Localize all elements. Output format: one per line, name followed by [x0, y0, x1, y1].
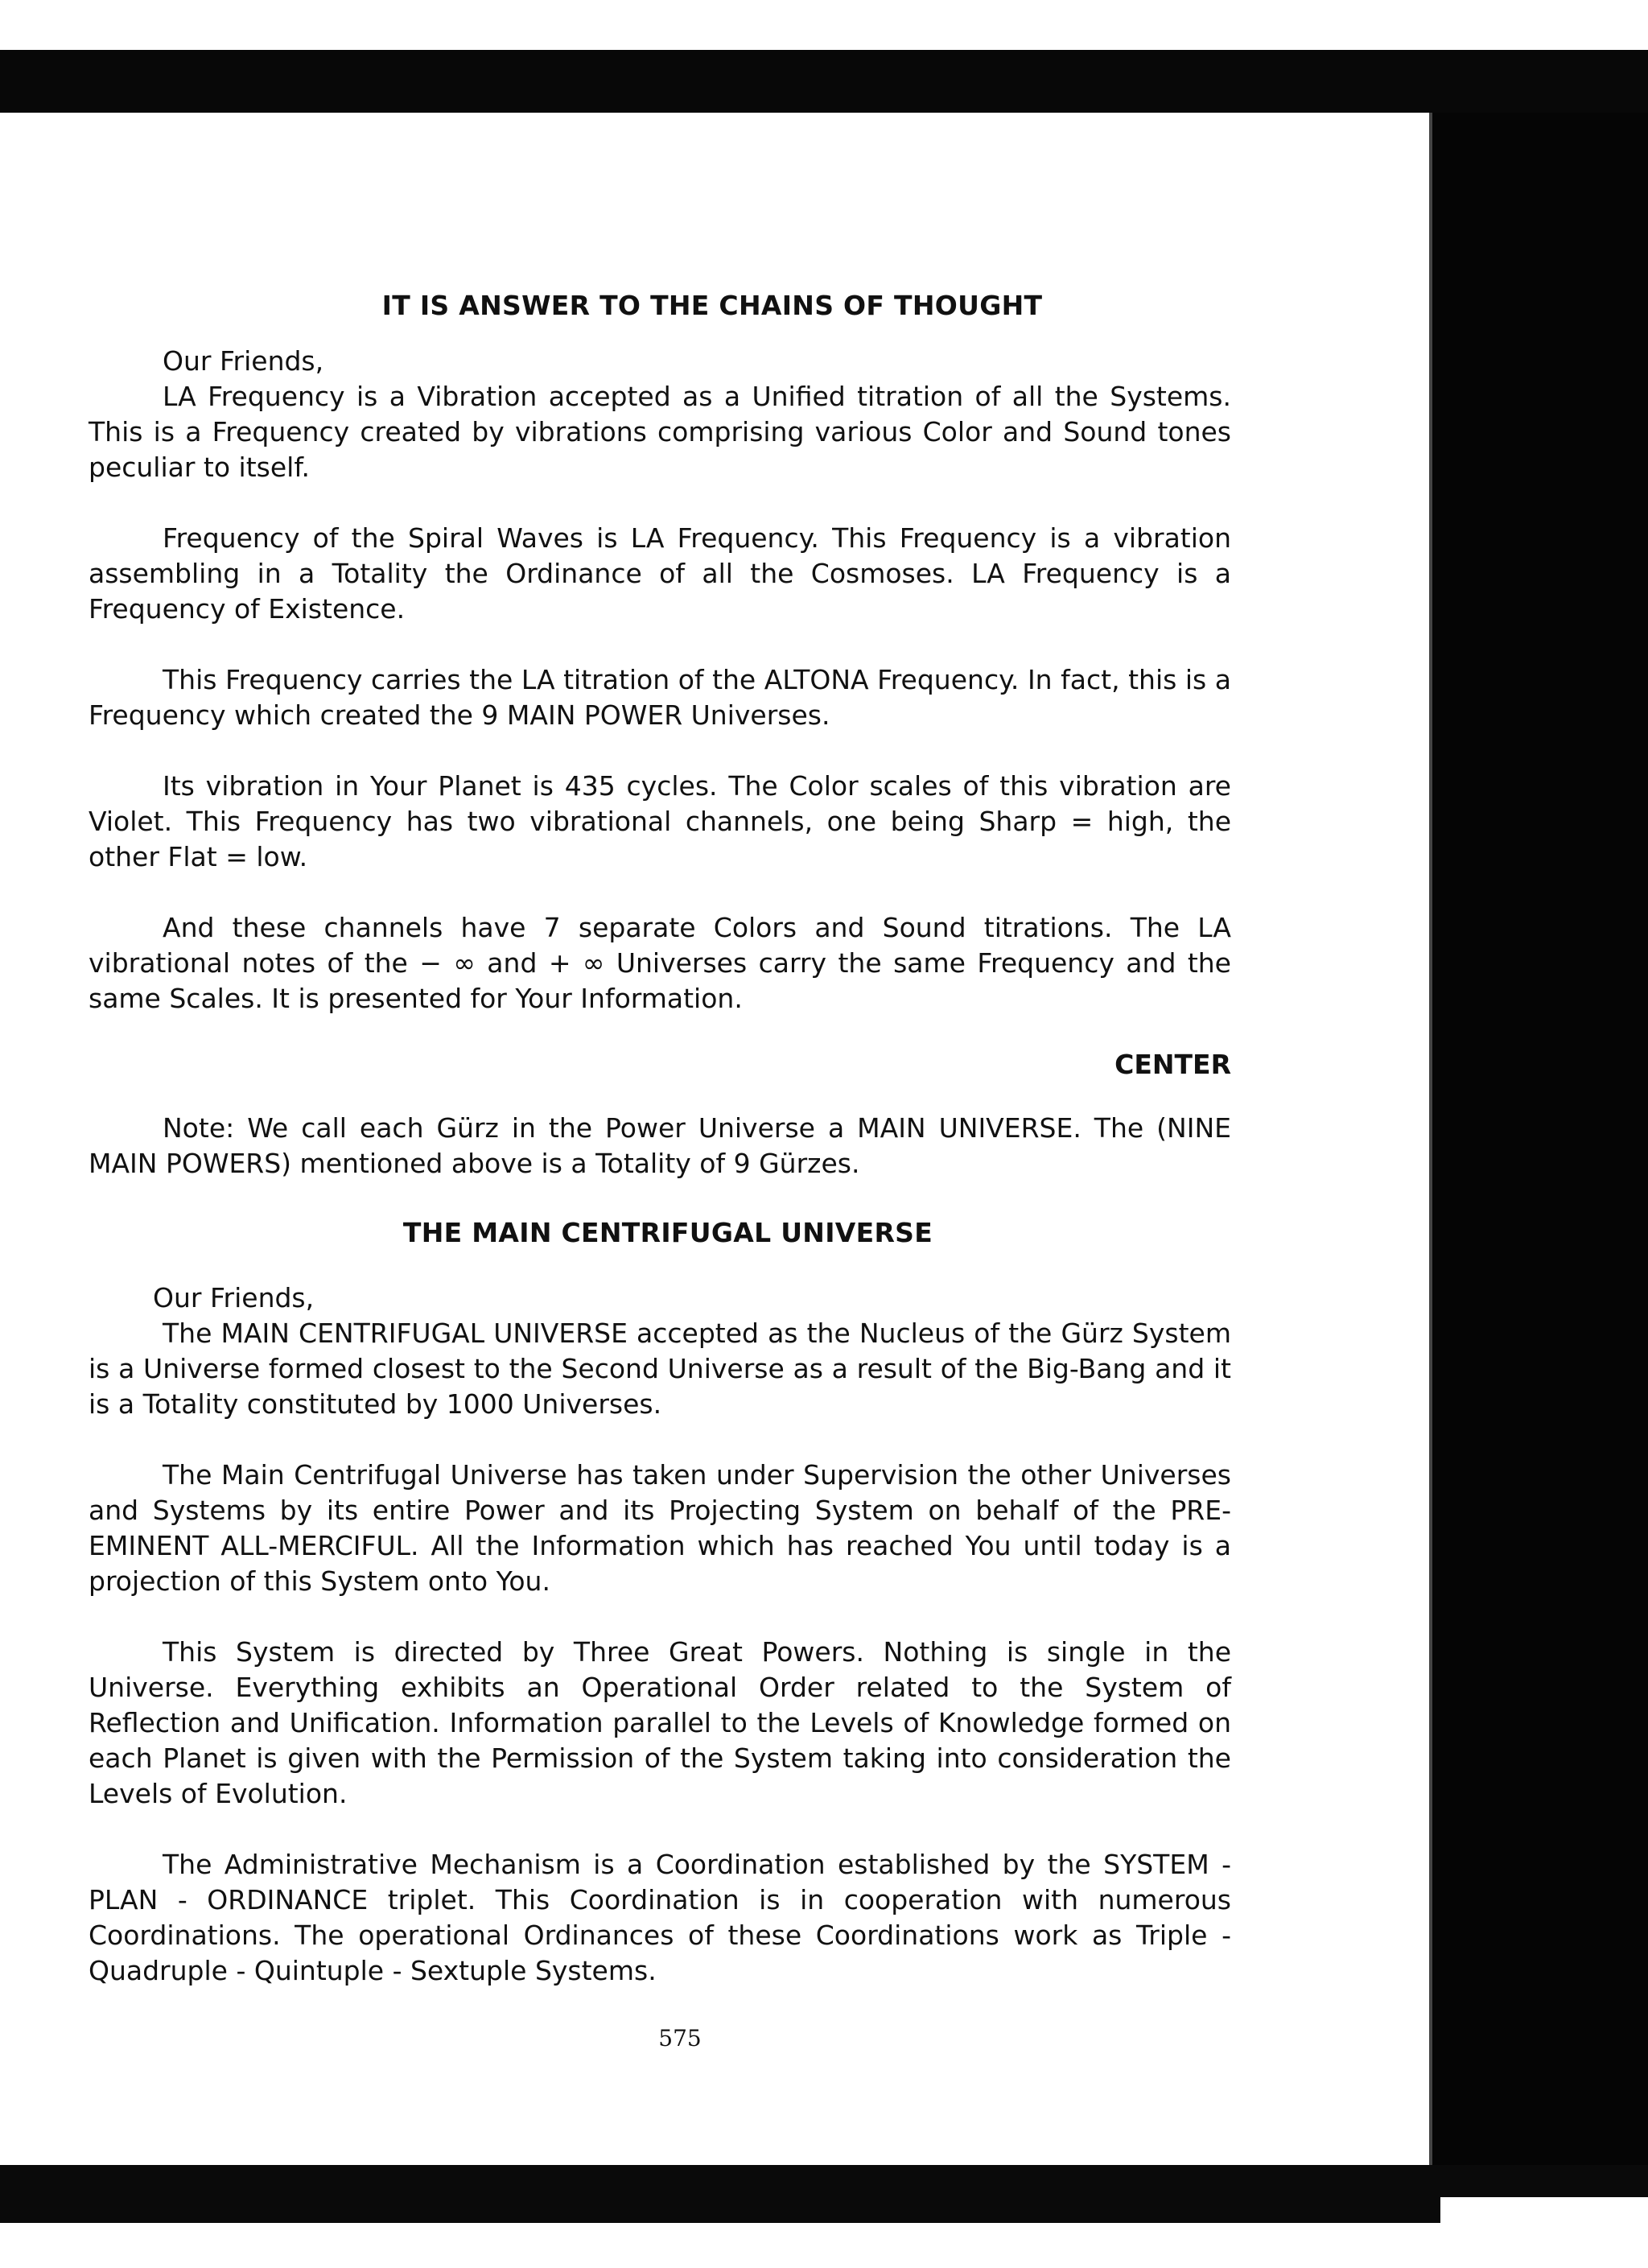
paragraph: This System is directed by Three Great Powers. Nothing is single in the Universe. Everything exhibits an Operational Order related to the System of Reflection and Unification. Information parallel to the Levels of Knowledge formed on each Planet is given with the Permission of the System taking into consideration the Levels of Evolution.	[89, 1636, 1231, 1809]
paragraph: Frequency of the Spiral Waves is LA Frequency. This Frequency is a vibration assembling in a Totality the Ordinance of all the Cosmoses. LA Frequency is a Frequency of Existence.	[89, 522, 1231, 625]
scan-border-top	[0, 50, 1648, 113]
page-edge-line	[1429, 113, 1432, 2165]
paragraph: And these channels have 7 separate Colors and Sound titrations. The LA vibrational notes of the − ∞ and + ∞ Universes carry the same Frequency and the same Scales. It is presented for Your Information.	[89, 912, 1231, 1014]
scan-margin-top	[0, 0, 1648, 50]
salutation: Our Friends,	[153, 1282, 315, 1313]
scan-border-right	[1429, 113, 1648, 2173]
note-paragraph: Note: We call each Gürz in the Power Universe a MAIN UNIVERSE. The (NINE MAIN POWERS) mentioned above is a Totality of 9 Gürzes.	[89, 1112, 1231, 1179]
paragraph: LA Frequency is a Vibration accepted as a Unified titration of all the Systems. This is a Frequency created by vibrations comprising various Color and Sound tones peculiar to itself.	[89, 381, 1231, 483]
paragraph: This Frequency carries the LA titration of the ALTONA Frequency. In fact, this is a Frequency which created the 9 MAIN POWER Universes.	[89, 664, 1231, 731]
signature-center: CENTER	[1114, 1049, 1231, 1080]
book-page	[89, 274, 1231, 2024]
page-number: 575	[658, 2025, 702, 2052]
salutation: Our Friends,	[163, 345, 324, 377]
paragraph: The MAIN CENTRIFUGAL UNIVERSE accepted as the Nucleus of the Gürz System is a Universe formed closest to the Second Universe as a result of the Big-Bang and it is a Totality constituted by 1000 Universes.	[89, 1318, 1231, 1420]
paragraph: Its vibration in Your Planet is 435 cycles. The Color scales of this vibration are Violet. This Frequency has two vibrational channels, one being Sharp = high, the other Flat = low.	[89, 770, 1231, 872]
scan-border-bottom	[0, 2165, 1440, 2223]
paragraph: The Administrative Mechanism is a Coordination established by the SYSTEM - PLAN - ORDINANCE triplet. This Coordination is in cooperation with numerous Coordinations. The operational Ordinances of these Coordinations work as Triple - Quadruple - Quintuple - Sextuple Systems.	[89, 1849, 1231, 1986]
section-title-chains-of-thought: IT IS ANSWER TO THE CHAINS OF THOUGHT	[381, 290, 1043, 321]
paragraph: The Main Centrifugal Universe has taken under Supervision the other Universes and Systems by its entire Power and its Projecting System on behalf of the PRE-EMINENT ALL-MERCIFUL. All the Information which has reached You until today is a projection of this System onto You.	[89, 1459, 1231, 1597]
scan-border-bottom-right	[1440, 2165, 1648, 2197]
section-title-main-centrifugal-universe: THE MAIN CENTRIFUGAL UNIVERSE	[402, 1217, 933, 1248]
